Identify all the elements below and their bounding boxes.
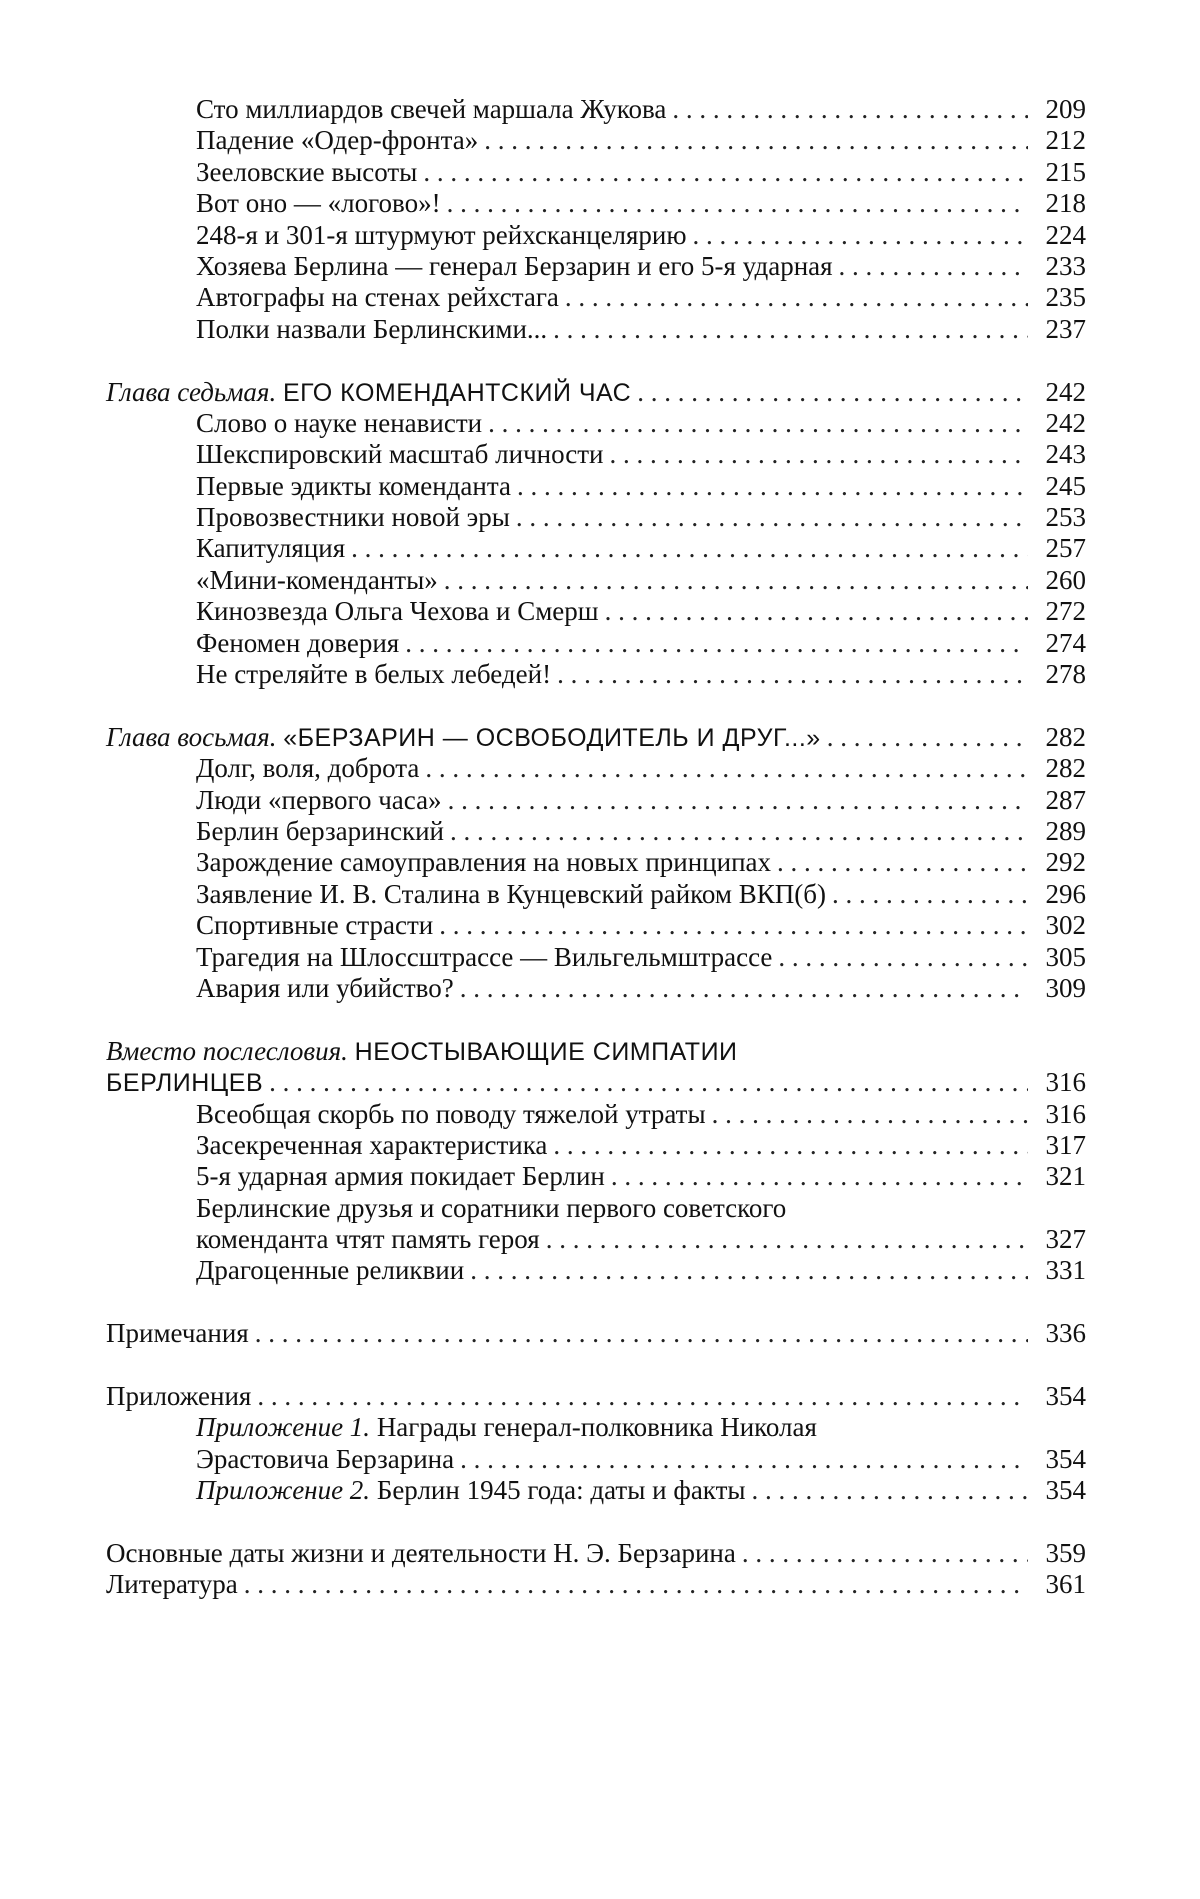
chapter-title: «БЕРЗАРИН — ОСВОБОДИТЕЛЬ И ДРУГ...»	[283, 723, 821, 752]
dot-leader	[712, 1099, 1028, 1130]
appendix-1-line1[interactable]	[106, 1412, 1086, 1443]
toc-entry-page: 278	[1045, 659, 1086, 690]
toc-entry[interactable]	[106, 628, 1086, 659]
dot-leader	[405, 628, 1028, 659]
afterword-title-line2: БЕРЛИНЦЕВ	[106, 1069, 264, 1098]
chapter-heading[interactable]	[106, 722, 1086, 753]
chapter-prefix: Глава восьмая.	[106, 721, 277, 752]
toc-entry-page: 253	[1045, 502, 1086, 533]
chapter-heading-title	[106, 722, 821, 754]
dot-leader	[269, 1067, 1028, 1098]
toc-entry-title: Автографы на стенах рейхстага	[196, 282, 559, 313]
toc-entry-page: 260	[1045, 564, 1086, 595]
spacer	[106, 690, 1086, 721]
dot-leader	[611, 1161, 1028, 1192]
notes-entry[interactable]	[106, 1318, 1086, 1349]
table-of-contents	[106, 94, 1086, 1601]
chapter-title: ЕГО КОМЕНДАНТСКИЙ ЧАС	[282, 378, 632, 407]
toc-entry-page: 287	[1045, 784, 1086, 815]
spacer	[106, 1004, 1086, 1035]
dot-leader	[777, 847, 1028, 878]
chapter-prefix: Глава седьмая.	[106, 376, 277, 407]
toc-entry-page: 331	[1045, 1255, 1086, 1286]
dot-leader	[516, 502, 1028, 533]
toc-entry-title-line1: Берлинские друзья и соратники первого советского	[196, 1192, 787, 1223]
chronology-entry[interactable]	[106, 1538, 1086, 1569]
dot-leader	[693, 220, 1028, 251]
toc-entry-page: 218	[1045, 188, 1086, 219]
toc-entry-line1[interactable]	[106, 1193, 1086, 1224]
toc-entry[interactable]	[106, 533, 1086, 564]
chronology-title: Основные даты жизни и деятельности Н. Э. Берзарина	[106, 1537, 736, 1568]
toc-entry-title: Слово о науке ненависти	[196, 407, 483, 438]
toc-entry-title: Падение «Одер-фронта»	[196, 125, 479, 156]
toc-entry-title: Феномен доверия	[196, 627, 400, 658]
spacer	[106, 345, 1086, 376]
dot-leader	[605, 596, 1028, 627]
appendix-2-page: 354	[1045, 1475, 1086, 1506]
dot-leader	[447, 188, 1028, 219]
dot-leader	[827, 722, 1028, 753]
literature-title: Литература	[106, 1569, 238, 1600]
toc-entry-title: Шекспировский масштаб личности	[196, 439, 604, 470]
spacer	[106, 1287, 1086, 1318]
toc-entry-title: Провозвестники новой эры	[196, 502, 510, 533]
dot-leader	[460, 1444, 1028, 1475]
appendix-2-text: Берлин 1945 года: даты и факты	[376, 1475, 746, 1506]
toc-entry-page: 272	[1045, 596, 1086, 627]
afterword-page: 316	[1045, 1067, 1086, 1098]
toc-entry-title: Берлин берзаринский	[196, 815, 444, 846]
toc-entry-title: Вот оно — «логово»!	[196, 188, 441, 219]
toc-entry[interactable]	[106, 1130, 1086, 1161]
toc-entry[interactable]	[106, 659, 1086, 690]
toc-entry-page: 317	[1045, 1129, 1086, 1160]
toc-entry[interactable]	[106, 973, 1086, 1004]
dot-leader	[244, 1569, 1028, 1600]
toc-entry[interactable]	[106, 942, 1086, 973]
dot-leader	[488, 408, 1028, 439]
toc-entry-title: Кинозвезда Ольга Чехова и Смерш	[196, 596, 599, 627]
toc-entry-page: 296	[1045, 878, 1086, 909]
chapter-page: 242	[1045, 376, 1086, 407]
dot-leader	[484, 125, 1028, 156]
toc-entry-title: Авария или убийство?	[196, 972, 454, 1003]
toc-entry[interactable]	[106, 816, 1086, 847]
dot-leader	[517, 471, 1028, 502]
appendices-entry[interactable]	[106, 1381, 1086, 1412]
toc-entry-title: Всеобщая скорбь по поводу тяжелой утраты	[196, 1098, 706, 1129]
toc-entry-page: 309	[1045, 972, 1086, 1003]
dot-leader	[439, 910, 1028, 941]
toc-entry[interactable]	[106, 1161, 1086, 1192]
toc-entry[interactable]	[106, 125, 1086, 156]
dot-leader	[460, 973, 1028, 1004]
toc-entry-page: 245	[1045, 470, 1086, 501]
appendix-1-title-line1	[196, 1412, 817, 1443]
dot-leader	[839, 251, 1028, 282]
dot-leader	[672, 94, 1028, 125]
toc-entry[interactable]	[106, 502, 1086, 533]
afterword-heading-title	[106, 1036, 738, 1068]
dot-leader	[255, 1318, 1028, 1349]
toc-entry-page: 274	[1045, 627, 1086, 658]
dot-leader	[742, 1538, 1028, 1569]
toc-entry-page: 243	[1045, 439, 1086, 470]
chapter-heading-title	[106, 377, 631, 409]
dot-leader	[553, 1130, 1028, 1161]
literature-entry[interactable]	[106, 1569, 1086, 1600]
toc-entry-page: 282	[1045, 753, 1086, 784]
toc-entry-title: Капитуляция	[196, 533, 346, 564]
toc-entry-page: 292	[1045, 847, 1086, 878]
toc-entry-page: 209	[1045, 94, 1086, 124]
toc-entry-page: 305	[1045, 941, 1086, 972]
spacer	[106, 1507, 1086, 1538]
toc-entry-page: 327	[1045, 1224, 1086, 1255]
notes-title: Примечания	[106, 1318, 249, 1349]
toc-entry[interactable]	[106, 1099, 1086, 1130]
toc-entry-page: 242	[1045, 407, 1086, 438]
toc-entry-title: Трагедия на Шлоссштрассе — Вильгельмштрассе	[196, 941, 773, 972]
toc-entry[interactable]	[106, 282, 1086, 313]
toc-entry-title: Не стреляйте в белых лебедей!	[196, 659, 552, 690]
toc-entry-title: 248-я и 301-я штурмуют рейхсканцелярию	[196, 219, 687, 250]
toc-entry-title: 5-я ударная армия покидает Берлин	[196, 1161, 605, 1192]
toc-entry[interactable]	[106, 220, 1086, 251]
toc-entry-page: 212	[1045, 125, 1086, 156]
toc-entry-title: Полки назвали Берлинскими...	[196, 313, 548, 344]
appendix-1-prefix: Приложение 1.	[196, 1412, 371, 1443]
appendix-2[interactable]	[106, 1475, 1086, 1506]
toc-entry[interactable]	[106, 439, 1086, 470]
toc-entry-page: 235	[1045, 282, 1086, 313]
appendix-1-text: Награды генерал-полковника Николая	[376, 1412, 817, 1443]
toc-entry-title-line2: коменданта чтят память героя	[196, 1224, 540, 1255]
dot-leader	[351, 533, 1028, 564]
appendix-2-prefix: Приложение 2.	[196, 1475, 371, 1506]
dot-leader	[565, 282, 1028, 313]
toc-entry[interactable]	[106, 408, 1086, 439]
toc-entry-title: Сто миллиардов свечей маршала Жукова	[196, 94, 667, 124]
toc-entry-title: Долг, воля, доброта	[196, 753, 420, 784]
appendices-title: Приложения	[106, 1381, 252, 1412]
toc-entry-title: Зееловские высоты	[196, 156, 418, 187]
toc-entry[interactable]	[106, 785, 1086, 816]
appendices-page: 354	[1045, 1381, 1086, 1412]
toc-entry[interactable]	[106, 565, 1086, 596]
dot-leader	[546, 1224, 1028, 1255]
appendix-1-title-line2: Эрастовича Берзарина	[196, 1443, 455, 1474]
chronology-page: 359	[1045, 1537, 1086, 1568]
appendix-2-title	[196, 1475, 746, 1506]
dot-leader	[637, 377, 1028, 408]
toc-entry-title: Хозяева Берлина — генерал Берзарин и его 5-я ударная	[196, 250, 833, 281]
toc-entry[interactable]	[106, 314, 1086, 345]
toc-entry-page: 289	[1045, 815, 1086, 846]
dot-leader	[553, 314, 1028, 345]
afterword-prefix: Вместо послесловия.	[106, 1035, 348, 1066]
dot-leader	[470, 1255, 1028, 1286]
dot-leader	[832, 879, 1028, 910]
toc-entry-page: 233	[1045, 250, 1086, 281]
chapter-heading[interactable]	[106, 377, 1086, 408]
toc-entry[interactable]	[106, 753, 1086, 784]
literature-page: 361	[1045, 1569, 1086, 1600]
afterword-heading-line2[interactable]	[106, 1067, 1086, 1098]
toc-entry[interactable]	[106, 94, 1086, 125]
dot-leader	[423, 157, 1028, 188]
toc-entry-page: 215	[1045, 156, 1086, 187]
toc-entry-line2[interactable]	[106, 1224, 1086, 1255]
toc-entry[interactable]	[106, 157, 1086, 188]
toc-entry-title: Заявление И. В. Сталина в Кунцевский райком ВКП(б)	[196, 878, 826, 909]
toc-entry-page: 257	[1045, 533, 1086, 564]
toc-entry-title: Засекреченная характеристика	[196, 1129, 548, 1160]
notes-page: 336	[1045, 1318, 1086, 1349]
spacer	[106, 1350, 1086, 1381]
dot-leader	[557, 659, 1028, 690]
toc-entry-title: Зарождение самоуправления на новых принципах	[196, 847, 772, 878]
toc-entry-title: Первые эдикты коменданта	[196, 470, 511, 501]
appendix-1-line2[interactable]	[106, 1444, 1086, 1475]
dot-leader	[778, 942, 1028, 973]
dot-leader	[450, 816, 1028, 847]
toc-entry-page: 302	[1045, 910, 1086, 941]
toc-entry[interactable]	[106, 596, 1086, 627]
afterword-heading-line1[interactable]	[106, 1036, 1086, 1067]
toc-entry[interactable]	[106, 847, 1086, 878]
toc-entry[interactable]	[106, 251, 1086, 282]
toc-entry[interactable]	[106, 471, 1086, 502]
dot-leader	[448, 785, 1028, 816]
toc-entry-page: 224	[1045, 219, 1086, 250]
dot-leader	[257, 1381, 1028, 1412]
toc-entry-page: 316	[1045, 1098, 1086, 1129]
toc-entry-page: 237	[1045, 313, 1086, 344]
toc-entry-title: Драгоценные реликвии	[196, 1255, 465, 1286]
toc-entry-title: Люди «первого часа»	[196, 784, 442, 815]
dot-leader	[425, 753, 1028, 784]
dot-leader	[752, 1475, 1028, 1506]
toc-entry[interactable]	[106, 1255, 1086, 1286]
toc-entry[interactable]	[106, 910, 1086, 941]
toc-entry[interactable]	[106, 879, 1086, 910]
toc-entry-title: Спортивные страсти	[196, 910, 434, 941]
toc-entry-title: «Мини-коменданты»	[196, 564, 438, 595]
appendix-1-page: 354	[1045, 1443, 1086, 1474]
dot-leader	[444, 565, 1028, 596]
toc-entry-page: 321	[1045, 1161, 1086, 1192]
afterword-title-line1: НЕОСТЫВАЮЩИЕ СИМПАТИИ	[354, 1037, 738, 1066]
dot-leader	[610, 439, 1028, 470]
chapter-page: 282	[1045, 721, 1086, 752]
toc-entry[interactable]	[106, 188, 1086, 219]
